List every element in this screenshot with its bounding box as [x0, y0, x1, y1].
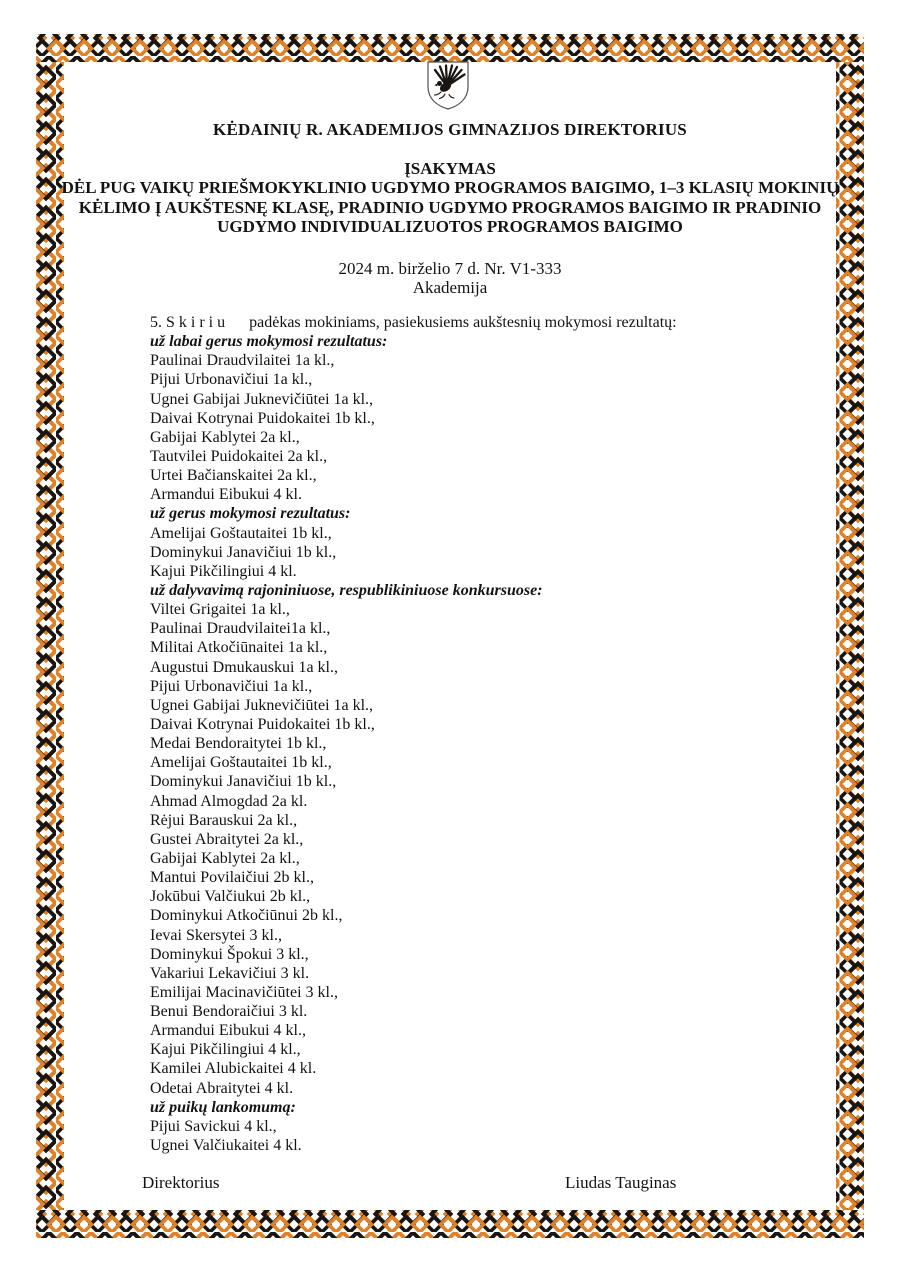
body-line: Emilijai Macinavičiūtei 3 kl., [150, 983, 338, 1001]
body-line: Gustei Abraitytei 2a kl., [150, 830, 304, 848]
eagle-crest-icon [427, 61, 469, 110]
body-line: Militai Atkočiūnaitei 1a kl., [150, 639, 328, 657]
document-type-heading: ĮSAKYMAS [404, 159, 496, 178]
section-heading: už labai gerus mokymosi rezultatus: [150, 333, 388, 351]
order-body [150, 313, 677, 1155]
body-line: Jokūbui Valčiukui 2b kl., [150, 888, 311, 906]
body-line: Ugnei Valčiukaitei 4 kl. [150, 1137, 302, 1155]
subject-line: UGDYMO INDIVIDUALIZUOTOS PROGRAMOS BAIGIMO [217, 217, 683, 237]
body-line: Paulinai Draudvilaitei 1a kl., [150, 352, 335, 370]
body-line: Ahmad Almogdad 2a kl. [150, 792, 308, 810]
body-line: Dominykui Janavičiui 1b kl., [150, 773, 337, 791]
subject-line: KĖLIMO Į AUKŠTESNĘ KLASĘ, PRADINIO UGDYMO PROGRAMOS BAIGIMO IR PRADINIO [78, 197, 822, 217]
body-line: Pijui Urbonavičiui 1a kl., [150, 677, 313, 695]
signer-name: Liudas Tauginas [565, 1173, 677, 1192]
body-line: Gabijai Kablytei 2a kl., [150, 849, 300, 867]
body-line: Ugnei Gabijai Juknevičiūtei 1a kl., [150, 696, 374, 714]
body-line: Amelijai Goštautaitei 1b kl., [150, 754, 332, 772]
signer-title: Direktorius [142, 1173, 220, 1192]
body-line: Kamilei Alubickaitei 4 kl. [150, 1060, 317, 1078]
body-line: Pijui Savickui 4 kl., [150, 1117, 277, 1135]
body-line: Armandui Eibukui 4 kl., [150, 1022, 306, 1040]
body-line: Amelijai Goštautaitei 1b kl., [150, 524, 332, 542]
subject-line: DĖL PUG VAIKŲ PRIEŠMOKYKLINIO UGDYMO PROGRAMOS BAIGIMO, 1–3 KLASIŲ MOKINIŲ [61, 178, 839, 197]
border-bottom [36, 1210, 864, 1238]
section-heading: už dalyvavimą rajoniniuose, respublikiniuose konkursuose: [150, 581, 543, 599]
body-line: Odetai Abraitytei 4 kl. [150, 1079, 294, 1097]
school-crest-logo [427, 61, 469, 110]
body-line: 5. S k i r i u padėkas mokiniams, pasiekusiems aukštesnių mokymosi rezultatų: [150, 314, 677, 331]
body-line: Urtei Bačianskaitei 2a kl., [150, 467, 317, 485]
document-place: Akademija [412, 278, 488, 297]
body-line: Tautvilei Puidokaitei 2a kl., [150, 447, 328, 465]
body-line: Kajui Pikčilingiui 4 kl. [150, 562, 297, 580]
body-line: Kajui Pikčilingiui 4 kl., [150, 1041, 301, 1059]
body-line: Viltei Grigaitei 1a kl., [150, 601, 290, 619]
body-line: Mantui Povilaičiui 2b kl., [150, 869, 314, 887]
body-line: Armandui Eibukui 4 kl. [150, 486, 302, 504]
body-line: Dominykui Špokui 3 kl., [150, 945, 309, 963]
body-line: Benui Bendoraičiui 3 kl. [150, 1003, 308, 1021]
body-line: Gabijai Kablytei 2a kl., [150, 428, 300, 446]
body-line: Daivai Kotrynai Puidokaitei 1b kl., [150, 409, 375, 427]
body-line: Dominykui Janavičiui 1b kl., [150, 543, 337, 561]
section-heading: už puikų lankomumą: [150, 1098, 296, 1116]
border-top [36, 34, 864, 62]
body-line: Ievai Skersytei 3 kl., [150, 926, 282, 944]
document-date-number: 2024 m. birželio 7 d. Nr. V1-333 [338, 259, 562, 278]
document-subject [0, 178, 900, 237]
body-line: Ugnei Gabijai Juknevičiūtei 1a kl., [150, 390, 374, 408]
body-line: Vakariui Lekavičiui 3 kl. [150, 964, 310, 982]
body-line: Rėjui Barauskui 2a kl., [150, 811, 298, 829]
body-line: Dominykui Atkočiūnui 2b kl., [150, 907, 343, 925]
organization-title: KĖDAINIŲ R. AKADEMIJOS GIMNAZIJOS DIREKTORIUS [213, 120, 687, 139]
body-line: Pijui Urbonavičiui 1a kl., [150, 371, 313, 389]
body-line: Daivai Kotrynai Puidokaitei 1b kl., [150, 715, 375, 733]
body-line: Augustui Dmukauskui 1a kl., [150, 658, 338, 676]
body-line: Medai Bendoraitytei 1b kl., [150, 735, 327, 753]
section-heading: už gerus mokymosi rezultatus: [150, 505, 351, 523]
body-line: Paulinai Draudvilaitei1a kl., [150, 620, 331, 638]
